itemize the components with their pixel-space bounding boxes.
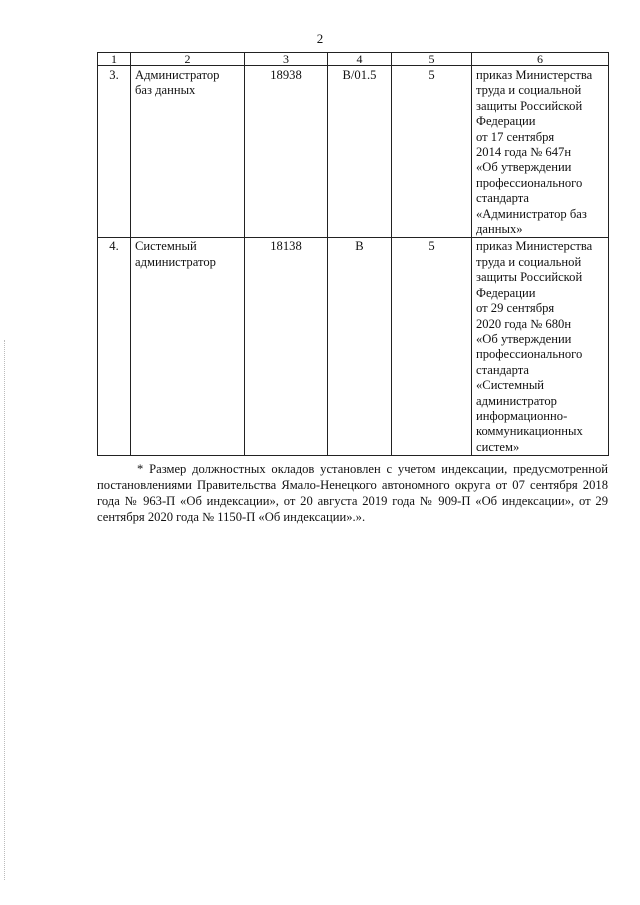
position-cell [131, 66, 245, 238]
level-cell: 5 [392, 66, 472, 238]
table-row [98, 66, 609, 238]
column-header: 6 [472, 53, 609, 66]
code-cell: 18938 [245, 66, 328, 238]
page-number: 2 [316, 31, 324, 46]
position-name: Администратор баз данных [135, 68, 220, 98]
level-cell: 5 [392, 238, 472, 456]
document-text: приказ Министерства труда и социальной защиты Российской Федерации от 17 сентября 2014 года № 647н «Об утверждении профессионального стандарта «Администратор баз данных» [476, 68, 593, 237]
footnote: * Размер должностных окладов установлен с учетом индексации, предусмотренной постановлениями Правительства Ямало-Ненецкого автономного округа от 07 сентября 2018 года № 963-П «Об индексации», от 20 августа 2019 года № 909-П «Об индексации», от 29 сентября 2020 года № 1150-П «Об индексации».». [97, 461, 608, 524]
row-number: 3. [98, 66, 131, 238]
positions-table [97, 52, 609, 456]
document-text: приказ Министерства труда и социальной защиты Российской Федерации от 29 сентября 2020 года № 680н «Об утверждении профессионального стандарта «Системный администратор информационно- коммуникационных систем» [476, 239, 593, 454]
code-cell: 18138 [245, 238, 328, 456]
column-header: 1 [98, 53, 131, 66]
column-header: 4 [328, 53, 392, 66]
scan-margin-line [4, 340, 6, 880]
table-header-row [98, 53, 609, 66]
position-name: Системный администратор [135, 239, 216, 269]
document-cell [472, 238, 609, 456]
column-header: 3 [245, 53, 328, 66]
table-row [98, 238, 609, 456]
position-cell [131, 238, 245, 456]
row-number: 4. [98, 238, 131, 456]
column-header: 2 [131, 53, 245, 66]
document-cell [472, 66, 609, 238]
column-header: 5 [392, 53, 472, 66]
qualification-cell: В [328, 238, 392, 456]
qualification-cell: В/01.5 [328, 66, 392, 238]
